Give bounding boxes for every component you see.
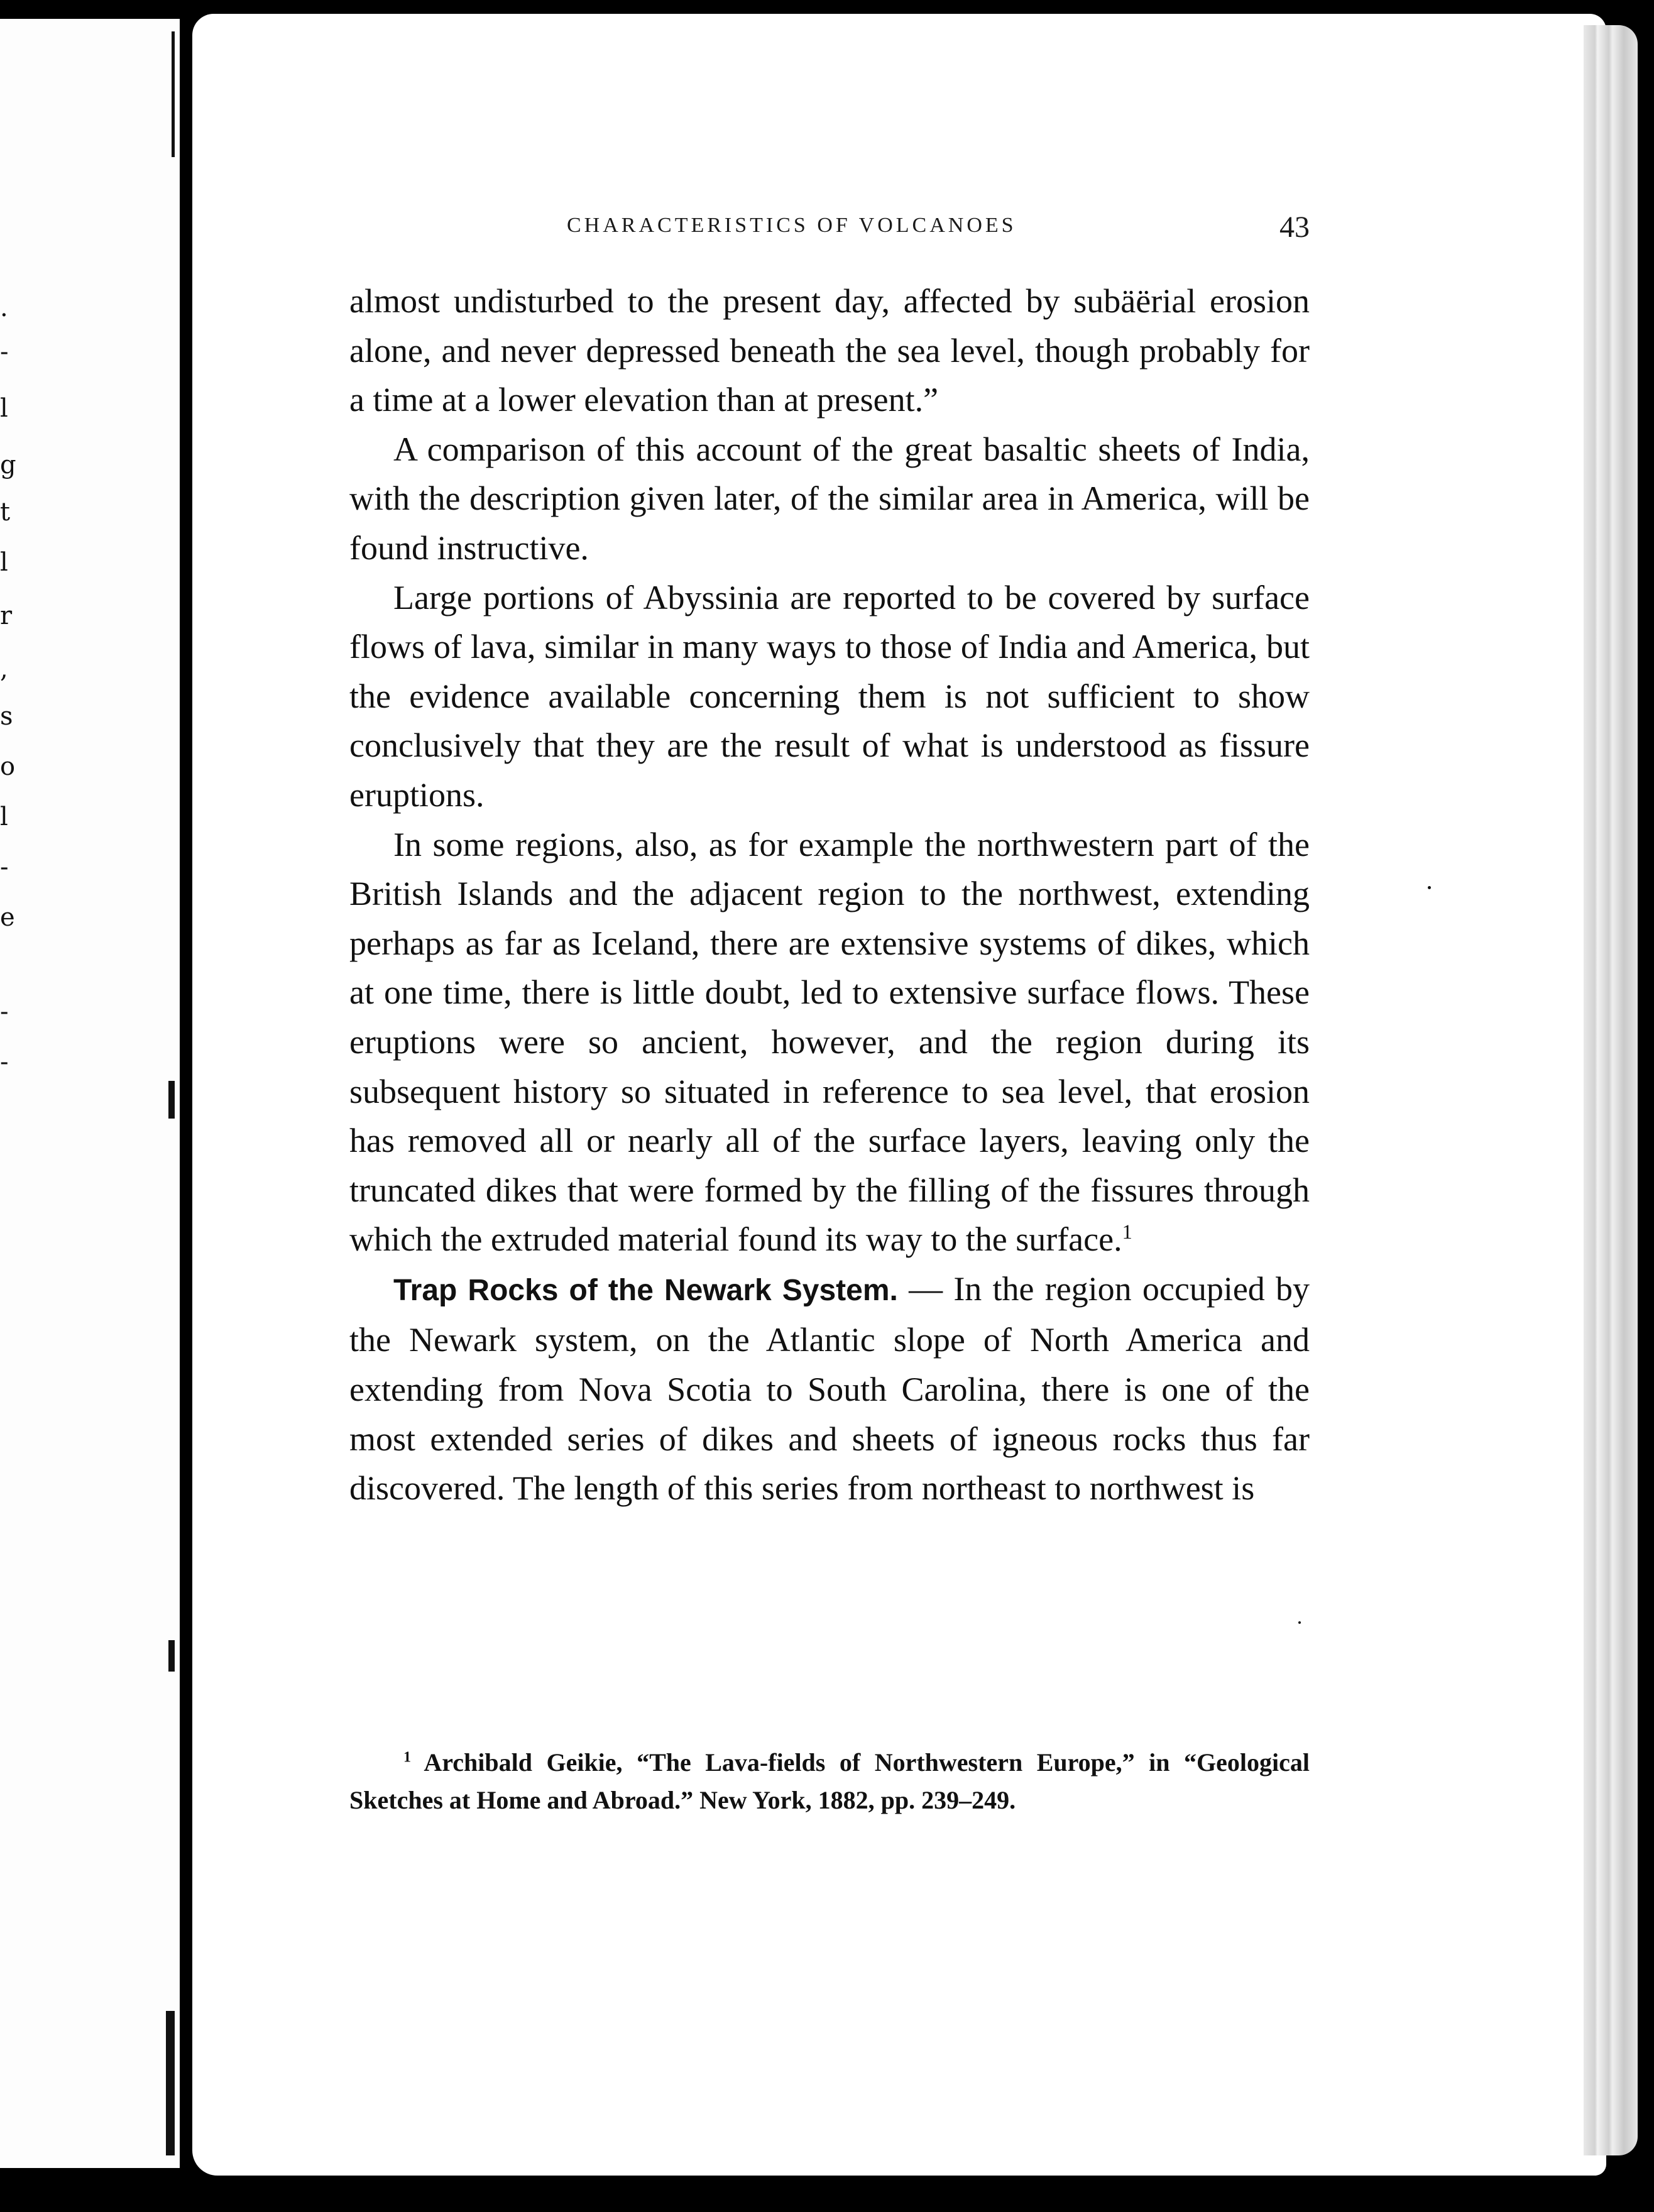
page-edge-shadow [166, 2011, 175, 2155]
footnote-entry [349, 1744, 1310, 1819]
paragraph-text: In the region occupied by the Newark system, on the Atlantic slope of North America and extending from Nova Scotia to South Carolina, there is one of the most extended series of dikes and sheets of igneous rocks thus far discovered. The length of this series from northeast to northwest is [349, 1269, 1310, 1508]
paragraph [349, 573, 1310, 820]
page-edge-shadow [172, 31, 175, 157]
paragraph [349, 276, 1310, 425]
paragraph [349, 1264, 1310, 1513]
margin-fragment: . [0, 293, 8, 322]
margin-fragment: l [0, 802, 8, 831]
page-edge-shadow [168, 1081, 175, 1119]
margin-fragment: - [0, 997, 9, 1026]
margin-fragment: - [0, 337, 9, 366]
scan-speck [1298, 1621, 1301, 1624]
paragraph-text: A comparison of this account of the great basaltic sheets of India, with the description given later, of the similar area in America, will be found instructive. [349, 430, 1310, 567]
page-number: 43 [1279, 211, 1310, 244]
margin-fragment: e [0, 903, 15, 932]
margin-fragment: - [0, 853, 9, 882]
running-header-title: CHARACTERISTICS OF VOLCANOES [567, 214, 1017, 237]
margin-fragment: l [0, 548, 8, 577]
footnote-reference: 1 [1122, 1221, 1132, 1244]
footnote [349, 1744, 1310, 1819]
section-dash: — [897, 1269, 954, 1308]
paragraph-text: Large portions of Abyssinia are reported to be covered by surface flows of lava, similar in many ways to those of India and America, but the evidence available concerning them is not sufficient to show conclusively that they are the result of what is understood as fissure eruptions. [349, 578, 1310, 814]
footnote-marker: 1 [403, 1749, 411, 1766]
margin-fragment: g [0, 451, 16, 479]
margin-fragment: t [0, 498, 11, 527]
facing-page-edge [0, 19, 180, 2168]
body-text [349, 276, 1310, 1513]
section-heading: Trap Rocks of the Newark System. [393, 1273, 898, 1307]
paragraph [349, 425, 1310, 573]
margin-fragment: s [0, 702, 13, 731]
margin-fragment: l [0, 394, 8, 423]
margin-fragment: - [0, 1048, 9, 1076]
margin-fragment: r [0, 601, 13, 630]
margin-fragment: o [0, 752, 16, 781]
scan-speck [1428, 886, 1431, 889]
page-stack-edge [1584, 25, 1638, 2155]
paragraph [349, 820, 1310, 1264]
footnote-text: Archibald Geikie, “The Lava-fields of Northwestern Europe,” in “Geological Sketches at Home and Abroad.” New York, 1882, pp. 239–249. [349, 1748, 1310, 1814]
paragraph-text: In some regions, also, as for example the northwestern part of the British Islands and the adjacent region to the northwest, extending perhaps as far as Iceland, there are extensive systems of dikes, which at one time, there is little doubt, led to extensive surface flows. These eruptions were so ancient, however, and the region during its subsequent history so situated in reference to sea level, that erosion has removed all or nearly all of the surface layers, leaving only the truncated dikes that were formed by the filling of the fissures through which the extruded material found its way to the surface. [349, 825, 1310, 1259]
page-edge-shadow [168, 1640, 175, 1672]
paragraph-text: almost undisturbed to the present day, affected by subäërial erosion alone, and never depressed beneath the sea level, though probably for a time at a lower elevation than at present.” [349, 282, 1310, 419]
margin-fragment: , [0, 655, 8, 684]
running-header [349, 211, 1310, 245]
